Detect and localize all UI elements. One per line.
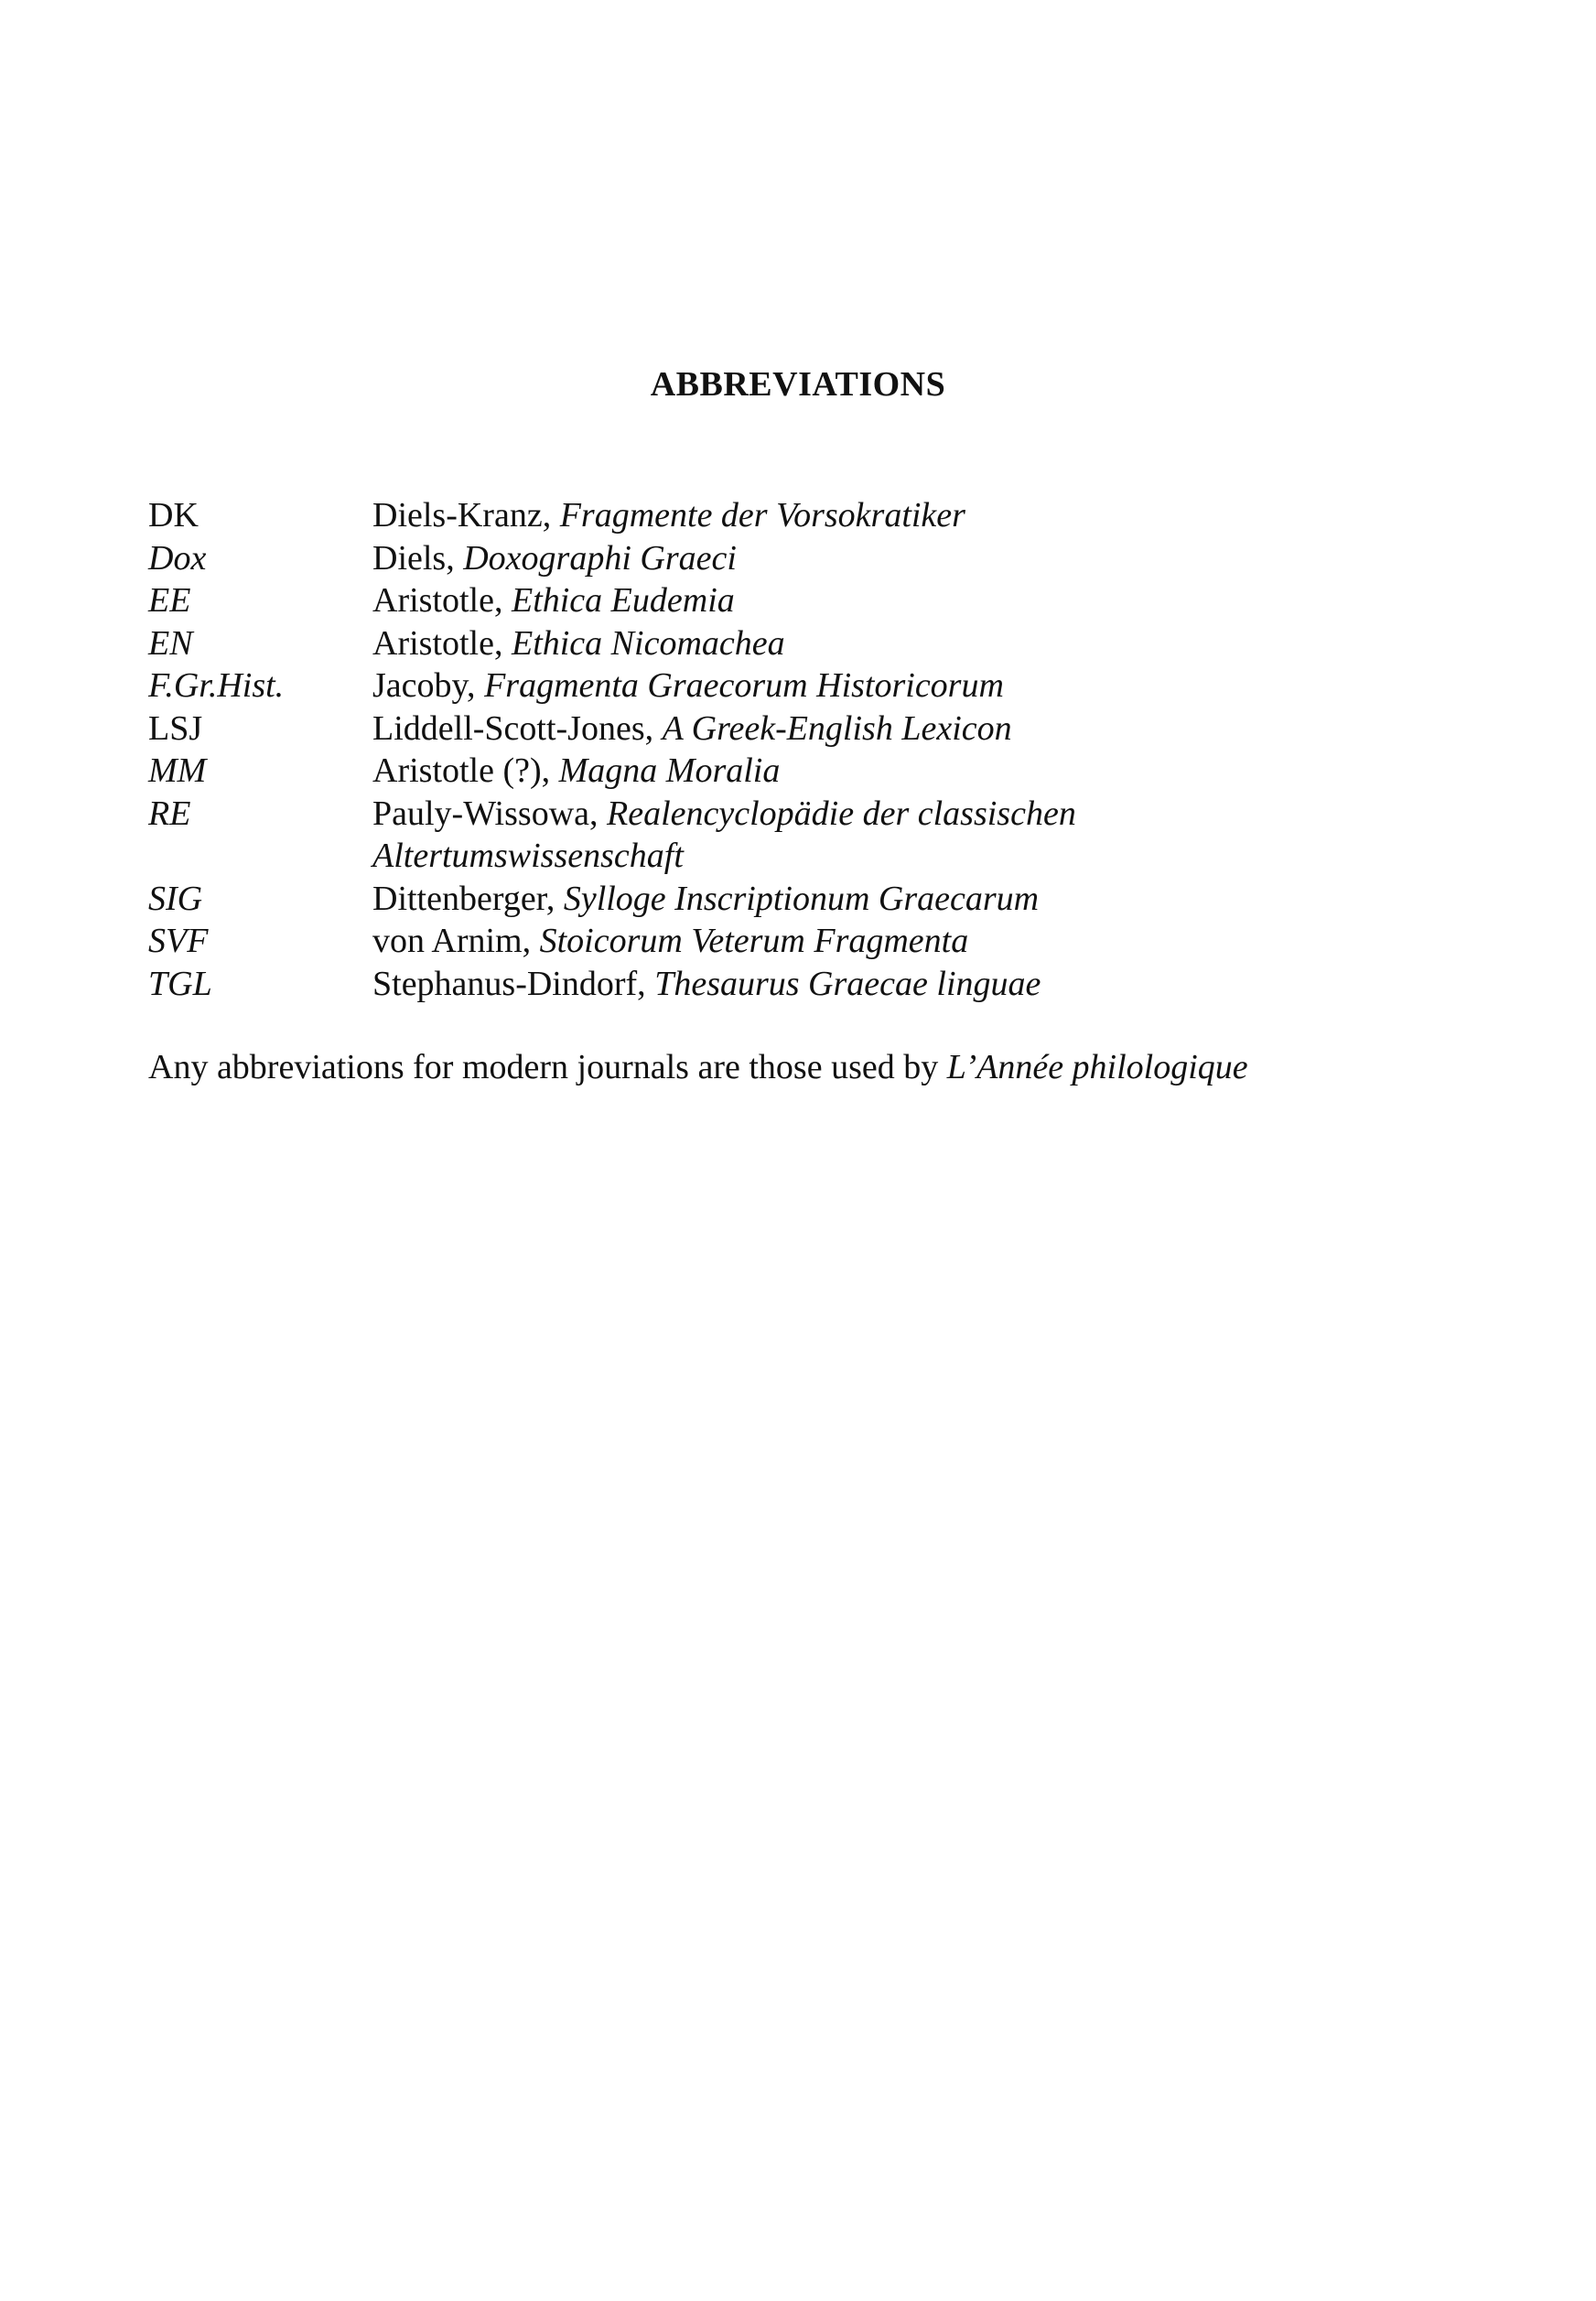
abbreviation-author: Diels-Kranz, bbox=[372, 496, 560, 535]
abbreviation-work-title: Doxographi Graeci bbox=[463, 538, 737, 578]
journals-note bbox=[148, 1046, 1248, 1088]
abbreviation-expansion bbox=[372, 708, 1076, 751]
abbreviation-row bbox=[148, 579, 1076, 622]
abbreviation-row bbox=[148, 793, 1076, 836]
abbreviation-term: MM bbox=[148, 751, 207, 790]
abbreviation-row bbox=[148, 920, 1076, 963]
abbreviation-author: von Arnim, bbox=[372, 922, 540, 960]
abbreviation-term: DK bbox=[148, 496, 199, 535]
abbreviation-row bbox=[148, 664, 1076, 708]
abbreviation-work-title: Ethica Eudemia bbox=[511, 581, 735, 620]
abbreviation-expansion bbox=[372, 664, 1076, 708]
abbreviation-row bbox=[148, 963, 1076, 1006]
abbreviation-term: F.Gr.Hist. bbox=[148, 666, 285, 705]
abbreviation-row bbox=[148, 878, 1076, 921]
abbreviation-expansion bbox=[372, 963, 1076, 1006]
abbreviation-author: Jacoby, bbox=[372, 666, 485, 705]
abbreviation-row bbox=[148, 750, 1076, 793]
abbreviations-table-body bbox=[148, 494, 1076, 1005]
abbreviation-work-title: Altertumswissenschaft bbox=[372, 837, 684, 875]
abbreviation-term bbox=[148, 835, 372, 878]
abbreviation-work-title: Stoicorum Veterum Fragmenta bbox=[539, 922, 969, 960]
abbreviation-work-title: Fragmente der Vorsokratiker bbox=[559, 496, 965, 535]
abbreviations-table bbox=[148, 494, 1076, 1005]
abbreviation-expansion bbox=[372, 622, 1076, 665]
abbreviation-work-title: Sylloge Inscriptionum Graecarum bbox=[563, 879, 1040, 918]
abbreviation-work-title: Thesaurus Graecae linguae bbox=[654, 964, 1041, 1003]
abbreviation-expansion bbox=[372, 835, 1076, 878]
abbreviation-work-title: Ethica Nicomachea bbox=[511, 623, 785, 663]
abbreviation-author: Aristotle (?), bbox=[372, 751, 559, 790]
abbreviation-row bbox=[148, 622, 1076, 665]
journals-note-text: Any abbreviations for modern journals are those used by bbox=[148, 1048, 947, 1086]
abbreviation-term: RE bbox=[148, 794, 191, 833]
abbreviation-expansion bbox=[372, 793, 1076, 836]
abbreviation-expansion bbox=[372, 537, 1076, 580]
abbreviation-work-title: Fragmenta Graecorum Historicorum bbox=[484, 666, 1004, 705]
abbreviation-work-title: A Greek-English Lexicon bbox=[662, 708, 1012, 748]
abbreviation-term: TGL bbox=[148, 964, 212, 1003]
abbreviation-work-title: Magna Moralia bbox=[558, 751, 781, 790]
abbreviation-author: Liddell-Scott-Jones, bbox=[372, 708, 663, 748]
abbreviation-term: Dox bbox=[148, 538, 207, 578]
abbreviation-term: SIG bbox=[148, 879, 203, 918]
abbreviation-term: EN bbox=[148, 623, 193, 663]
abbreviation-author: Aristotle, bbox=[372, 623, 512, 663]
abbreviation-expansion bbox=[372, 579, 1076, 622]
abbreviation-author: Pauly-Wissowa, bbox=[372, 794, 607, 833]
abbreviation-author: Diels, bbox=[372, 538, 464, 578]
abbreviation-expansion bbox=[372, 920, 1076, 963]
abbreviation-expansion bbox=[372, 750, 1076, 793]
abbreviation-work-title: Realencyclopädie der classischen bbox=[607, 794, 1076, 833]
abbreviation-author: Dittenberger, bbox=[372, 879, 564, 918]
abbreviation-row bbox=[148, 708, 1076, 751]
abbreviation-term: SVF bbox=[148, 922, 209, 960]
abbreviation-author: Aristotle, bbox=[372, 581, 512, 620]
abbreviation-author: Stephanus-Dindorf, bbox=[372, 964, 655, 1003]
abbreviation-expansion bbox=[372, 878, 1076, 921]
abbreviation-row bbox=[148, 494, 1076, 537]
abbreviation-expansion bbox=[372, 494, 1076, 537]
abbreviation-row bbox=[148, 835, 1076, 878]
page-title: ABBREVIATIONS bbox=[650, 365, 946, 404]
journals-note-title: L’Année philologique bbox=[946, 1048, 1248, 1086]
abbreviation-row bbox=[148, 537, 1076, 580]
abbreviation-term: LSJ bbox=[148, 708, 203, 748]
abbreviation-term: EE bbox=[148, 581, 191, 620]
